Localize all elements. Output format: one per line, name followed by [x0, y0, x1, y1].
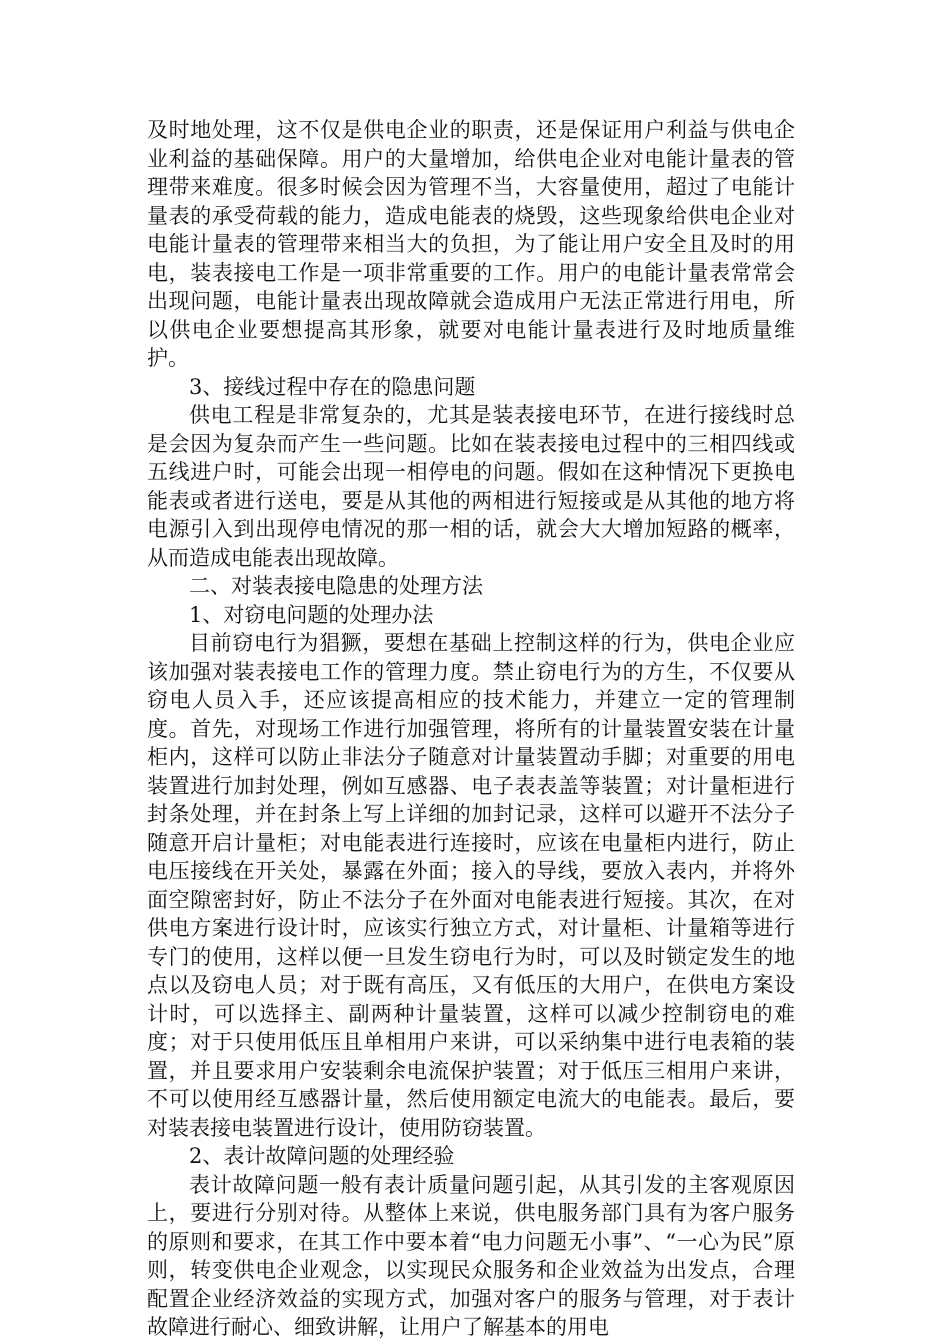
document-body	[147, 116, 795, 1342]
section-heading-2: 2、表计故障问题的处理经验	[189, 1144, 455, 1168]
body-paragraph-4: 表计故障问题一般有表计质量问题引起，从其引发的主客观原因上，要进行分别对待。从整体上来说，供电服务部门具有为客户服务的原则和要求，在其工作中要本着“电力问题无小事”、“一心为民”原则，转变供电企业观念，以实现民众服务和企业效益为出发点，合理配置企业经济效益的实现方式，加强对客户的服务与管理，对于表计故障进行耐心、细致讲解，让用户了解基本的用电	[147, 1172, 795, 1339]
body-paragraph-1: 及时地处理，这不仅是供电企业的职责，还是保证用户利益与供电企业利益的基础保障。用户的大量增加，给供电企业对电能计量表的管理带来难度。很多时候会因为管理不当，大容量使用，超过了电能计量表的承受荷载的能力，造成电能表的烧毁，这些现象给供电企业对电能计量表的管理带来相当大的负担，为了能让用户安全且及时的用电，装表接电工作是一项非常重要的工作。用户的电能计量表常常会出现问题，电能计量表出现故障就会造成用户无法正常进行用电，所以供电企业要想提高其形象，就要对电能计量表进行及时地质量维护。	[147, 118, 795, 370]
body-paragraph-3: 目前窃电行为猖獗，要想在基础上控制这样的行为，供电企业应该加强对装表接电工作的管理力度。禁止窃电行为的方生，不仅要从窃电人员入手，还应该提高相应的技术能力，并建立一定的管理制度。首先，对现场工作进行加强管理，将所有的计量装置安装在计量柜内，这样可以防止非法分子随意对计量装置动手脚；对重要的用电装置进行加封处理，例如互感器、电子表表盖等装置；对计量柜进行封条处理，并在封条上写上详细的加封记录，这样可以避开不法分子随意开启计量柜；对电能表进行连接时，应该在电量柜内进行，防止电压接线在开关处，暴露在外面；接入的导线，要放入表内，并将外面空隙密封好，防止不法分子在外面对电能表进行短接。其次，在对供电方案进行设计时，应该实行独立方式，对计量柜、计量箱等进行专门的使用，这样以便一旦发生窃电行为时，可以及时锁定发生的地点以及窃电人员；对于既有高压，又有低压的大用户，在供电方案设计时，可以选择主、副两种计量装置，这样可以减少控制窃电的难度；对于只使用低压且单相用户来讲，可以采纳集中进行电表箱的装置，并且要求用户安装剩余电流保护装置；对于低压三相用户来讲，不可以使用经互感器计量，然后使用额定电流大的电能表。最后，要对装表接电装置进行设计，使用防窃装置。	[147, 631, 795, 1140]
section-heading-3: 3、接线过程中存在的隐患问题	[189, 374, 476, 399]
body-paragraph-2: 供电工程是非常复杂的，尤其是装表接电环节，在进行接线时总是会因为复杂而产生一些问题。比如在装表接电过程中的三相四线或五线进户时，可能会出现一相停电的问题。假如在这种情况下更换电能表或者进行送电，要是从其他的两相进行短接或是从其他的地方将电源引入到出现停电情况的那一相的话，就会大大增加短路的概率，从而造成电能表出现故障。	[147, 403, 795, 570]
chapter-heading-2: 二、对装表接电隐患的处理方法	[189, 574, 483, 598]
section-heading-1: 1、对窃电问题的处理办法	[189, 602, 434, 627]
